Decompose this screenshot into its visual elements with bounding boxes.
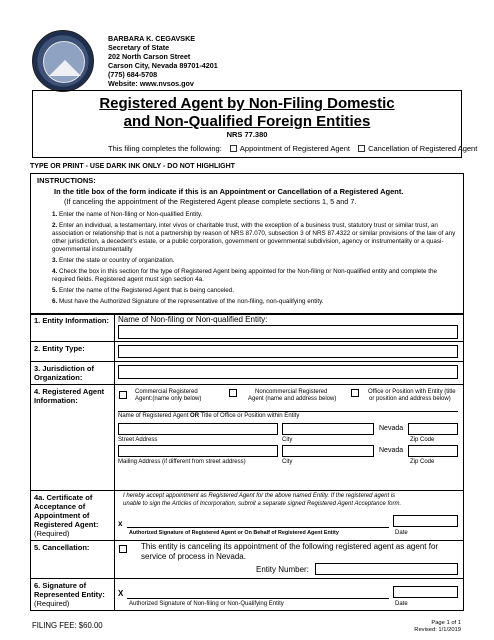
office-line: BARBARA K. CEGAVSKE — [108, 34, 196, 43]
section-2-label: 2. Entity Type: — [31, 342, 115, 362]
entity-signature-caption: Authorized Signature of Non-filing or Non-Qualifying Entity — [129, 601, 284, 607]
section-4a-label-cell — [31, 491, 115, 541]
office-position-label-a: Office or Position with Entity (title — [368, 389, 456, 395]
office-line: 202 North Carson Street — [108, 52, 191, 61]
street-address-input[interactable] — [118, 423, 278, 435]
section-5-row — [31, 541, 464, 579]
section-4-row — [31, 385, 464, 491]
cancellation-label: Cancellation of Registered Agent — [368, 144, 478, 153]
acceptance-text-line1: I hereby accept appointment as Registered Agent for the above named Entity. If the registered agent is — [123, 493, 396, 499]
section-6-field-area — [115, 579, 464, 611]
section-6-row — [31, 579, 464, 611]
cancellation-section-checkbox[interactable] — [119, 545, 127, 553]
section-2-field-area — [115, 342, 464, 362]
instruction-steps — [52, 211, 460, 309]
step-text: Must have the Authorized Signature of the representative of the non-filing, non-qualifying entity. — [59, 298, 324, 305]
instruction-step — [52, 298, 460, 306]
cancellation-checkbox[interactable] — [358, 145, 365, 152]
section-6-label-cell — [31, 579, 115, 611]
office-position-label-b: or position and address below) — [369, 396, 451, 402]
section-6-label: 6. Signature of Represented Entity: — [34, 581, 105, 599]
entity-number-input[interactable] — [315, 563, 458, 575]
step-text: Enter the state or country of organization. — [59, 257, 175, 264]
step-number: 6. — [52, 298, 58, 305]
state-nevada-label: Nevada — [379, 425, 404, 432]
entity-signature-date-input[interactable] — [393, 586, 458, 598]
cancellation-text-line1: This entity is canceling its appointment of the following registered agent as agent for — [141, 542, 439, 551]
entity-name-hint: Name of Non-filing or Non-qualified Entity: — [118, 315, 268, 324]
section-2-row — [31, 342, 464, 362]
instruction-step — [52, 222, 460, 254]
instructions-line2: (If canceling the appointment of the Registered Agent please complete sections 1, 5 and 7. — [64, 197, 357, 206]
step-number: 3. — [52, 257, 58, 264]
form-title-line1: Registered Agent by Non-Filing Domestic — [99, 95, 395, 112]
acceptance-date-caption: Date — [395, 530, 408, 536]
section-6-required: (Required) — [34, 599, 70, 608]
seal-mountain-icon — [49, 60, 81, 76]
mailing-city-input[interactable] — [282, 445, 374, 457]
mailing-address-input[interactable] — [118, 445, 278, 457]
section-5-field-area — [115, 541, 464, 579]
nevada-state-seal-icon — [32, 30, 94, 92]
agent-name-caption: Name of Registered Agent — [118, 413, 189, 419]
section-4a-label: 4a. Certificate of Acceptance of Appointment of Registered Agent: — [34, 493, 99, 529]
or-caption: OR — [190, 413, 200, 419]
noncommercial-agent-label-a: Noncommercial Registered — [255, 389, 328, 395]
noncommercial-agent-checkbox[interactable] — [229, 389, 237, 397]
type-print-notice: TYPE OR PRINT - USE DARK INK ONLY - DO NOT HIGHLIGHT — [30, 163, 235, 170]
section-1-field-area — [115, 314, 464, 342]
section-4a-field-area — [115, 491, 464, 541]
agent-signature-line[interactable] — [127, 527, 389, 528]
mailing-zip-input[interactable] — [408, 445, 458, 457]
agent-name-line[interactable] — [118, 411, 458, 412]
instruction-step — [52, 211, 460, 219]
office-address-block — [108, 34, 218, 88]
appointment-checkbox[interactable] — [230, 145, 237, 152]
section-4-label: 4. Registered Agent Information: — [31, 385, 115, 491]
form-title-line2: and Non-Qualified Foreign Entities — [123, 113, 371, 130]
jurisdiction-input[interactable] — [118, 365, 458, 379]
instruction-step — [52, 257, 460, 265]
nrs-reference: NRS 77.380 — [226, 130, 268, 139]
filing-fee: FILING FEE: $60.00 — [32, 621, 103, 630]
agent-signature-caption: Authorized Signature of Registered Agent or On Behalf of Registered Agent Entity — [129, 530, 339, 536]
step-text: Enter the name of the Registered Agent that is being canceled. — [59, 287, 235, 294]
instruction-step — [52, 268, 460, 284]
entity-signature-date-caption: Date — [395, 601, 408, 607]
acceptance-text-line2: unable to sign the Articles of Incorporation, submit a separate signed Registered Agent Acceptance form. — [123, 501, 402, 507]
office-line: Carson City, Nevada 89701-4201 — [108, 61, 218, 70]
commercial-agent-checkbox[interactable] — [119, 391, 127, 399]
entity-signature-line[interactable] — [127, 598, 389, 599]
mailing-state-nevada-label: Nevada — [379, 447, 404, 454]
city-caption: City — [282, 437, 293, 443]
step-text: Enter the name of Non-filing or Non-qualified Entity. — [59, 211, 203, 218]
step-number: 2. — [52, 222, 58, 229]
signature-x-mark: x — [118, 519, 123, 528]
section-4a-required: (Required) — [34, 529, 70, 538]
section-3-row — [31, 362, 464, 385]
filing-completes-label: This filing completes the following: — [108, 144, 222, 153]
entity-number-label: Entity Number: — [256, 565, 309, 574]
instructions-heading: INSTRUCTIONS: — [37, 176, 96, 185]
seal-center — [43, 41, 85, 83]
entity-type-input[interactable] — [118, 345, 458, 358]
page-info — [414, 620, 461, 634]
commercial-agent-label-a: Commercial Registered — [135, 389, 198, 395]
mailing-city-caption: City — [282, 459, 293, 465]
step-number: 5. — [52, 287, 58, 294]
step-number: 4. — [52, 268, 58, 275]
street-address-caption: Street Address — [118, 437, 158, 443]
entity-signature-x-mark: X — [118, 589, 124, 598]
mailing-zip-caption: Zip Code — [410, 459, 435, 465]
appointment-label: Appointment of Registered Agent — [239, 144, 350, 153]
agent-name-label — [118, 413, 299, 419]
cancellation-text-line2: service of process in Nevada. — [141, 552, 246, 561]
noncommercial-agent-label-b: Agent (name and address below) — [248, 396, 337, 402]
step-text: Check the box in this section for the type of Registered Agent being appointed for the Non-filing or Non-qualified entity and complete the required fields. Registered agent must sign section 4a. — [52, 268, 438, 283]
acceptance-date-input[interactable] — [393, 515, 458, 527]
instructions-line1: In the title box of the form indicate if this is an Appointment or Cancellation of a Registered Agent. — [54, 187, 404, 196]
mailing-address-caption: Mailing Address (if different from street address) — [118, 459, 246, 465]
step-text: Enter an individual, a testamentary, inter vivos or charitable trust, with the exception of a business trust, statutory trust or similar trust, an association or relationship that is not a partnership by reason of NRS 87.070, subsection 3 of NRS 87.4322 or similar provisions of the law of any other jurisdiction, a decedent’s estate, or a public corporation, government or governmental subdivision, agency or instrumentality or a quasi-governmental instrumentality — [52, 222, 456, 253]
section-3-field-area — [115, 362, 464, 385]
entity-name-input[interactable] — [118, 325, 458, 339]
zip-code-input[interactable] — [408, 423, 458, 435]
form-title — [32, 95, 462, 131]
section-3-label: 3. Jurisdiction of Organization: — [31, 362, 115, 385]
instruction-step — [52, 287, 460, 295]
title-office-caption: Title of Office or Position within Entity — [200, 413, 300, 419]
section-1-row — [31, 314, 464, 342]
section-1-label: 1. Entity Information: — [31, 314, 115, 342]
step-number: 1. — [52, 211, 58, 218]
page-number: Page 1 of 1 — [431, 620, 461, 626]
section-5-label: 5. Cancellation: — [31, 541, 115, 579]
revised-date: Revised: 1/1/2019 — [414, 627, 461, 633]
office-line: Secretary of State — [108, 43, 170, 52]
section-4a-row — [31, 491, 464, 541]
section-4-field-area — [115, 385, 464, 491]
filing-completes-row — [108, 144, 477, 153]
zip-code-caption: Zip Code — [410, 437, 435, 443]
commercial-agent-label-b: Agent:(name only below) — [135, 396, 202, 402]
office-line: (775) 684-5708 — [108, 70, 158, 79]
form-sections-table — [30, 313, 464, 611]
office-line: Website: www.nvsos.gov — [108, 79, 194, 88]
city-input[interactable] — [282, 423, 374, 435]
office-position-checkbox[interactable] — [351, 389, 359, 397]
